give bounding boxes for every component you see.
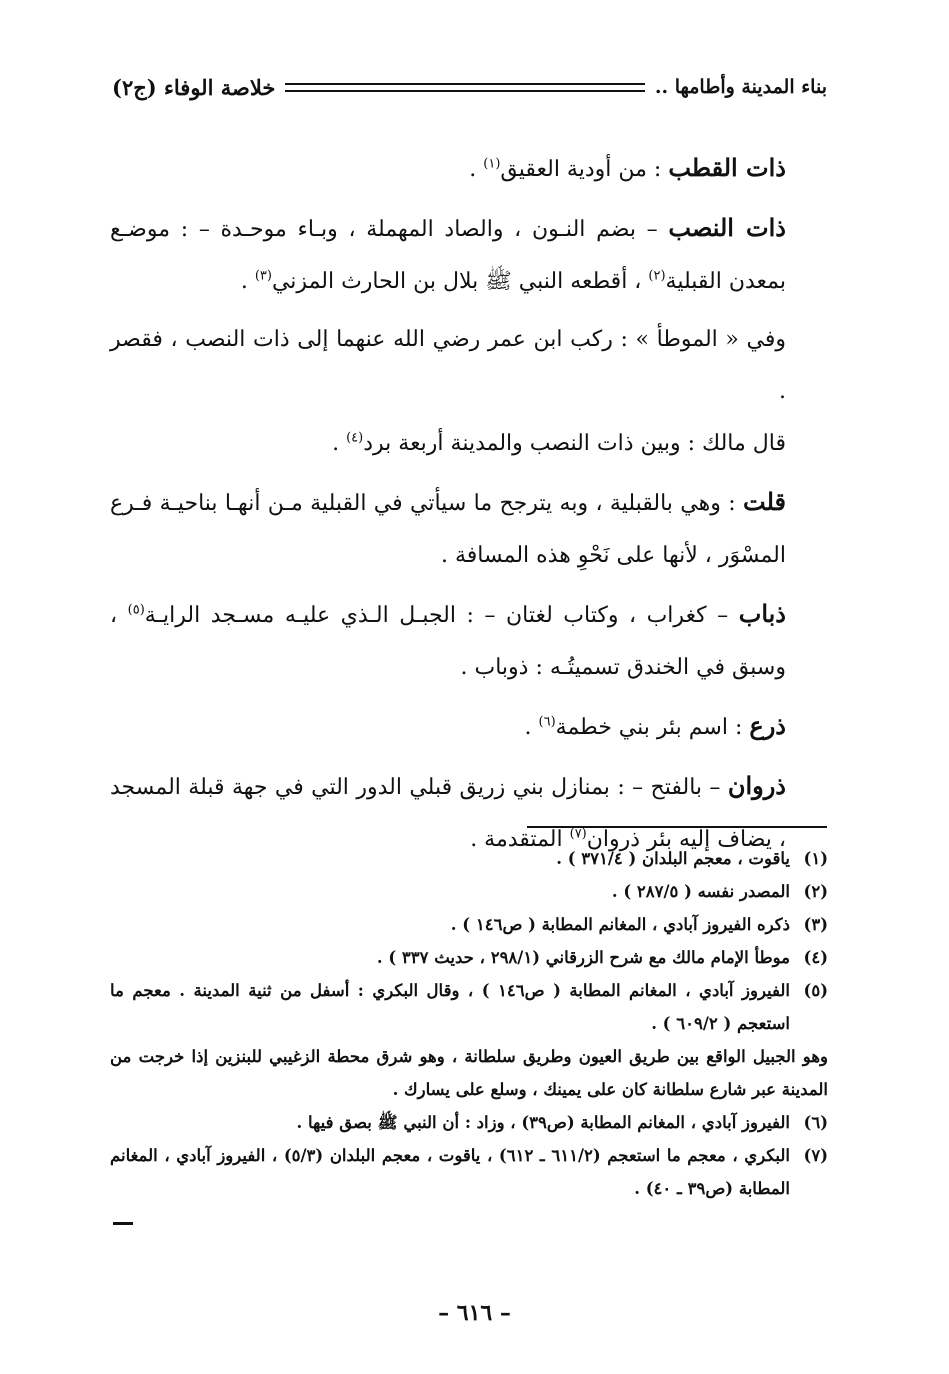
entry-dhara [110,700,828,754]
footnote-3 [110,908,828,941]
main-text [110,142,828,866]
footnote-5-continuation [110,1040,828,1106]
entry-tail: المتقدمة . [470,827,570,852]
footnote-text: الفيروز آبادي ، المغانم المطابة (ص٣٩) ، وزاد : أن النبي ﷺ بصق فيها . [296,1113,790,1132]
entry-text: : وهي بالقبلية ، وبه يترجح ما سيأتي في القبلية مـن أنهـا بناحيـة فـرع المسْوَر ، لأنها على نَحْوِ هذه المسافة . [110,491,786,568]
footnote-5 [110,974,828,1040]
entry-text: – بضم النـون ، والصاد المهملة ، وبـاء موحـدة – : موضـع بمعدن القبلية [110,217,786,294]
entry-text: : من أودية العقيق [500,157,662,182]
muwatta-paragraph [110,314,828,418]
entry-qultu [110,476,828,582]
footnote-text: المصدر نفسه ( ٢٨٧/٥ ) . [611,882,790,901]
footnote-number: (٦) [803,1113,828,1132]
footnote-number: (١) [803,849,828,868]
footnote-text: موطأ الإمام مالك مع شرح الزرقاني (٢٩٨/١ ، حديث ٣٣٧ ) . [376,948,790,967]
footnote-text: البكري ، معجم ما استعجم (٦١١/٢ ـ ٦١٢) ، ياقوت ، معجم البلدان (٥/٣) ، الفيروز آبادي ، المغانم المطابة (ص٣٩ ـ ٤٠) . [110,1146,790,1198]
entry-text-2: ، أقطعه النبي ﷺ بلال بن الحارث المزني [271,269,649,294]
footnote-6 [110,1106,828,1139]
footnote-number: (٥) [803,981,828,1000]
footnote-4 [110,941,828,974]
entry-text: : اسم بئر بني خطمة [555,715,743,740]
footnote-number: (٤) [803,948,828,967]
entry-dhubab [110,588,828,694]
footnote-ref: (١) [483,156,501,172]
entry-tail: . [332,431,347,456]
page-number: – ٦١٦ – [438,1300,511,1326]
footnote-text: ذكره الفيروز آبادي ، المغانم المطابة ( ص١٤٦ ) . [450,915,790,934]
footnote-2 [110,875,828,908]
running-header [112,70,827,104]
header-section: بناء المدينة وأطامها .. [654,76,827,98]
footnote-number: (٧) [803,1146,828,1165]
footnote-text: الفيروز آبادي ، المغانم المطابة ( ص١٤٦ ) ، وقال البكري : أسفل من ثنية المدينة . معجم ما استعجم ( ٦٠٩/٢ ) . [110,981,790,1033]
footnote-separator [527,826,827,828]
entry-dhat-al-qutb [110,142,828,196]
footnote-text: ياقوت ، معجم البلدان ( ٣٧١/٤ ) . [556,849,790,868]
entry-dhat-al-nusub [110,202,828,308]
entry-term: قلت [743,487,786,516]
malik-paragraph [110,418,828,470]
entry-term: ذات النصب [668,213,786,242]
footnote-text: وهو الجبيل الواقع بين طريق العيون وطريق سلطانة ، وهو شرق محطة الزغيبي للبنزين إذا خرجت من المدينة عبر شارع سلطانة كان على يمينك ، وسلع على يسارك . [110,1047,828,1099]
entry-tail: . [469,157,484,182]
entry-tail: . [240,269,255,294]
footnote-number: (٣) [803,915,828,934]
entry-text: – كغراب ، وكتاب لغتان – : الجبـل الـذي عليـه مسـجد الرايـة [144,603,729,628]
footnote-ref: (٣) [254,268,272,284]
header-rule [285,83,645,92]
footnote-ref: (٤) [346,430,364,446]
footnote-ref: (٥) [127,602,145,618]
footnote-number: (٢) [803,882,828,901]
paragraph-text: وفي « الموطأ » : ركب ابن عمر رضي الله عنهما إلى ذات النصب ، فقصر . [110,327,786,404]
entry-text: – بالفتح – : بمنازل بني زريق قبلي الدور التي في جهة قبلة المسجد ، يضاف إليه بئر ذروان [110,775,786,852]
footnote-7 [110,1139,828,1205]
footnote-ref: (٦) [538,714,556,730]
footnote-1 [110,842,828,875]
footnotes [110,842,828,1205]
entry-term: ذباب [738,599,786,628]
continuation-dash [113,1222,133,1225]
footnote-ref: (٢) [648,268,666,284]
paragraph-text: قال مالك : وبين ذات النصب والمدينة أربعة برد [363,431,786,456]
entry-tail: . [524,715,539,740]
entry-term: ذات القطب [668,153,786,182]
entry-text-2: ، وسبق في الخندق تسميتُـه : ذوباب . [110,603,786,680]
entry-term: ذروان [727,771,786,800]
footnote-ref: (٧) [569,826,587,842]
entry-term: ذرع [749,711,786,740]
header-title: خلاصة الوفاء (ج٢) [112,74,276,100]
